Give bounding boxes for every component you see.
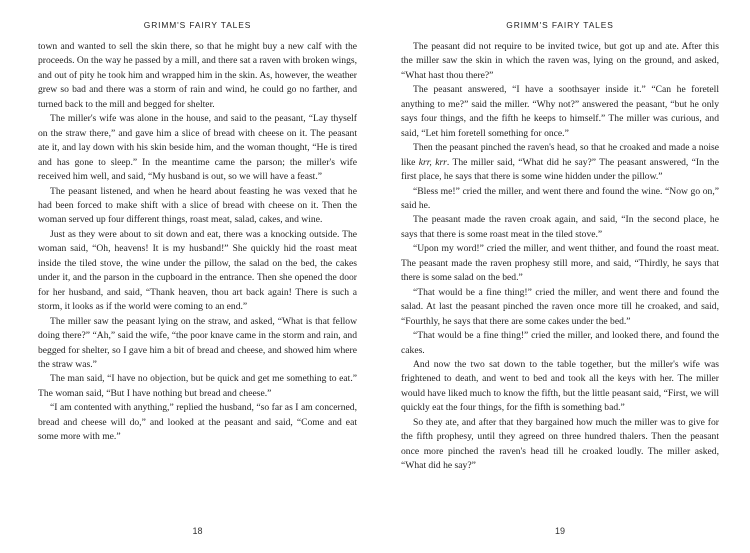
paragraph: The man said, “I have no objection, but be quick and get me something to eat.” The woman said, “But I have nothing but bread and cheese.”: [38, 373, 357, 399]
paragraph: [401, 141, 719, 184]
paragraph: The peasant did not require to be invited twice, but got up and ate. After this the miller saw the skin in which the raven was, lying on the ground, and asked, “What hast thou there?”: [401, 41, 719, 81]
body-text-left: [38, 40, 357, 445]
paragraph: “I am contented with anything,” replied the husband, “so far as I am concerned, bread and cheese will do,” and looked at the peasant and said, “Come and eat some more with me.”: [38, 402, 357, 443]
page-number-left: 18: [192, 526, 203, 536]
running-head-left: GRIMM'S FAIRY TALES: [143, 20, 252, 30]
raven-sound: krr, krr: [418, 156, 447, 168]
paragraph: The peasant listened, and when he heard about feasting he was vexed that he had been forced to make shift with a slice of bread with cheese on it. Then the woman served up four different things, roast meat, salad, cakes, and wine.: [38, 185, 357, 226]
paragraph: town and wanted to sell the skin there, so that he might buy a new calf with the proceeds. On the way he passed by a mill, and there sat a raven with broken wings, and out of pity he took him and wrapped him in the skin. As, however, the weather grew so bad and there was a storm of rain and wind, he could go no farther, and turned back to the mill and begged for shelter.: [38, 41, 357, 110]
paragraph: “Bless me!” cried the miller, and went there and found the wine. “Now go on,” said he.: [401, 185, 719, 211]
right-page: [375, 0, 750, 553]
paragraph: The peasant answered, “I have a soothsayer inside it.” “Can he foretell anything to me?” said the miller. “Why not?” answered the peasant, “but he only says four things, and the fifth he keeps to himself.” The miller was curious, and said, “Let him foretell something for once.”: [401, 84, 719, 139]
paragraph: The miller's wife was alone in the house, and said to the peasant, “Lay thyself on the straw there,” and gave him a slice of bread with cheese on it. The peasant ate it, and lay down with his skin beside him, and the woman thought, “He is tired and has gone to sleep.” In the meantime came the parson; the miller's wife received him well, and said, “My husband is out, so we will have a feast.”: [38, 113, 357, 183]
paragraph-text: Then the peasant pinched the raven's head, so that he croaked and made a noise like: [401, 142, 719, 168]
paragraph: The miller saw the peasant lying on the straw, and asked, “What is that fellow doing there?” “Ah,” said the wife, “the poor knave came in the storm and rain, and begged for shelter, so I gave him a bit of bread and cheese, and showed him where the straw was.”: [38, 315, 357, 370]
running-head-right: GRIMM'S FAIRY TALES: [506, 20, 614, 30]
paragraph: And now the two sat down to the table together, but the miller's wife was frightened to death, and went to bed and took all the keys with her. The miller would have liked much to know the fifth, but the little peasant said, “First, we will quickly eat the four things, for the fifth is something bad.”: [401, 358, 719, 414]
paragraph: “Upon my word!” cried the miller, and went thither, and found the roast meat. The peasant made the raven prophesy still more, and said, “Thirdly, he says that there is some salad on the bed.”: [401, 243, 719, 284]
paragraph: Just as they were about to sit down and eat, there was a knocking outside. The woman said, “Oh, heavens! It is my husband!” She quickly hid the roast meat inside the tiled stove, the wine under the pillow, the salad on the bed, the cakes under it, and the parson in the cupboard in the entrance. Then she opened the door for her husband, and said, “Thank heaven, thou art back again! There is such a storm, it looks as if the world were coming to an end.”: [38, 228, 357, 313]
paragraph: “That would be a fine thing!” cried the miller, and looked there, and found the cakes.: [401, 330, 719, 356]
paragraph: “That would be a fine thing!” cried the miller, and went there and found the salad. At last the peasant pinched the raven once more till he croaked, and said, “Fourthly, he says that there are some cakes under the bed.”: [401, 286, 719, 327]
paragraph-text: . The miller said, “What did he say?” The peasant answered, “In the first place, he says that there is some wine hidden under the pillow.”: [401, 156, 719, 183]
paragraph: The peasant made the raven croak again, and said, “In the second place, he says that there is some roast meat in the tiled stove.”: [401, 214, 719, 240]
paragraph: So they ate, and after that they bargained how much the miller was to give for the fifth prophesy, until they agreed on three hundred thalers. Then the peasant once more pinched the raven's head till he croaked loudly. The miller asked, “What did he say?”: [401, 416, 719, 472]
page-number-right: 19: [554, 526, 565, 536]
body-text-right: [401, 40, 719, 474]
